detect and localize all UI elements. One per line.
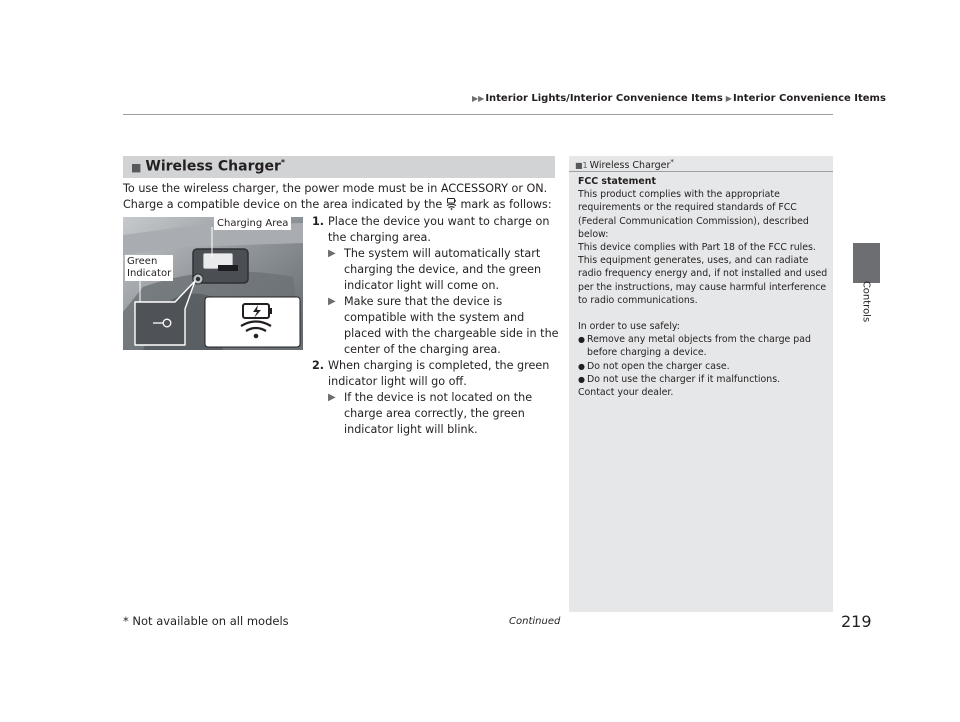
breadcrumb bbox=[472, 93, 886, 104]
step-2-note-1 bbox=[312, 390, 562, 438]
arrow-right-icon: ▶ bbox=[328, 248, 336, 259]
note-paragraph-2: This device complies with Part 18 of the FCC rules. This equipment generates, uses, and can radiate radio frequency energy and, if not installed and used per the instructions, may cause harmful interference to radio communications. bbox=[578, 242, 828, 306]
note-bullet: ● Remove any metal objects from the charge pad before charging a device. bbox=[578, 333, 830, 359]
square-bullet-icon: ■ bbox=[131, 160, 142, 174]
green-indicator-label-line1: Green bbox=[127, 256, 158, 267]
charging-area-label: Charging Area bbox=[214, 217, 291, 230]
step-text: Place the device you want to charge on the charging area. bbox=[328, 215, 550, 244]
note-paragraph-1: This product complies with the appropriate requirements or the required standards of FCC (Federal Communication Commission), described below: bbox=[578, 189, 809, 240]
intro-line1: To use the wireless charger, the power mode must be in ACCESSORY or ON. bbox=[123, 182, 548, 195]
breadcrumb-arrow-icon: ▶▶ bbox=[472, 94, 485, 103]
step-2 bbox=[312, 358, 562, 390]
note-title-text: Wireless Charger bbox=[589, 160, 671, 172]
continued-label: Continued bbox=[509, 616, 561, 627]
arrow-right-icon: ▶ bbox=[328, 296, 336, 307]
step-note-text: Make sure that the device is compatible with the system and placed with the chargeable side in the center of the charging area. bbox=[344, 295, 559, 356]
step-text: When charging is completed, the green indicator light will go off. bbox=[328, 359, 550, 388]
intro-line2-start: Charge a compatible device on the area indicated by the bbox=[123, 198, 443, 211]
step-1-note-2 bbox=[312, 294, 562, 358]
note-marker-icon: ■1 bbox=[575, 161, 588, 171]
note-closing: Contact your dealer. bbox=[578, 387, 674, 399]
intro-text bbox=[123, 181, 563, 213]
step-1 bbox=[312, 214, 562, 246]
green-indicator-label-line2: Indicator bbox=[127, 268, 172, 279]
note-safety-heading: In order to use safely: bbox=[578, 321, 680, 333]
note-panel bbox=[569, 156, 833, 612]
breadcrumb-arrow-icon: ▶ bbox=[725, 94, 732, 103]
note-title-asterisk: * bbox=[670, 158, 674, 166]
console-drawing bbox=[123, 217, 303, 350]
intro-line2 bbox=[123, 197, 563, 213]
section-title-text: Wireless Charger bbox=[145, 158, 281, 175]
step-note-text: The system will automatically start charging the device, and the green indicator light will come on. bbox=[344, 247, 542, 292]
section-title bbox=[131, 158, 285, 175]
footnote: * Not available on all models bbox=[123, 614, 289, 628]
header-divider bbox=[123, 114, 833, 115]
step-number: 1. bbox=[312, 215, 325, 228]
charger-illustration bbox=[123, 217, 303, 350]
breadcrumb-part1: Interior Lights/Interior Convenience Items bbox=[485, 93, 723, 104]
note-bullet: ● Do not use the charger if it malfunctions. bbox=[578, 373, 830, 386]
steps-list bbox=[312, 214, 562, 438]
arrow-right-icon: ▶ bbox=[328, 392, 336, 403]
note-heading: FCC statement bbox=[578, 176, 656, 187]
side-tab-label: Controls bbox=[860, 280, 872, 323]
green-indicator-label bbox=[125, 255, 173, 281]
note-body bbox=[578, 175, 830, 399]
note-title bbox=[575, 158, 674, 171]
step-number: 2. bbox=[312, 359, 325, 372]
section-title-asterisk: * bbox=[280, 158, 286, 167]
breadcrumb-part2: Interior Convenience Items bbox=[732, 93, 886, 104]
note-bullet: ● Do not open the charger case. bbox=[578, 360, 830, 373]
page-number: 219 bbox=[841, 612, 872, 631]
note-spacer bbox=[578, 307, 830, 320]
step-1-note-1 bbox=[312, 246, 562, 294]
section-header bbox=[123, 156, 555, 178]
note-divider bbox=[569, 171, 833, 172]
wireless-charge-mark-icon bbox=[446, 198, 457, 210]
step-note-text: If the device is not located on the charge area correctly, the green indicator light will blink. bbox=[344, 391, 533, 436]
intro-line2-end: mark as follows: bbox=[460, 198, 552, 211]
